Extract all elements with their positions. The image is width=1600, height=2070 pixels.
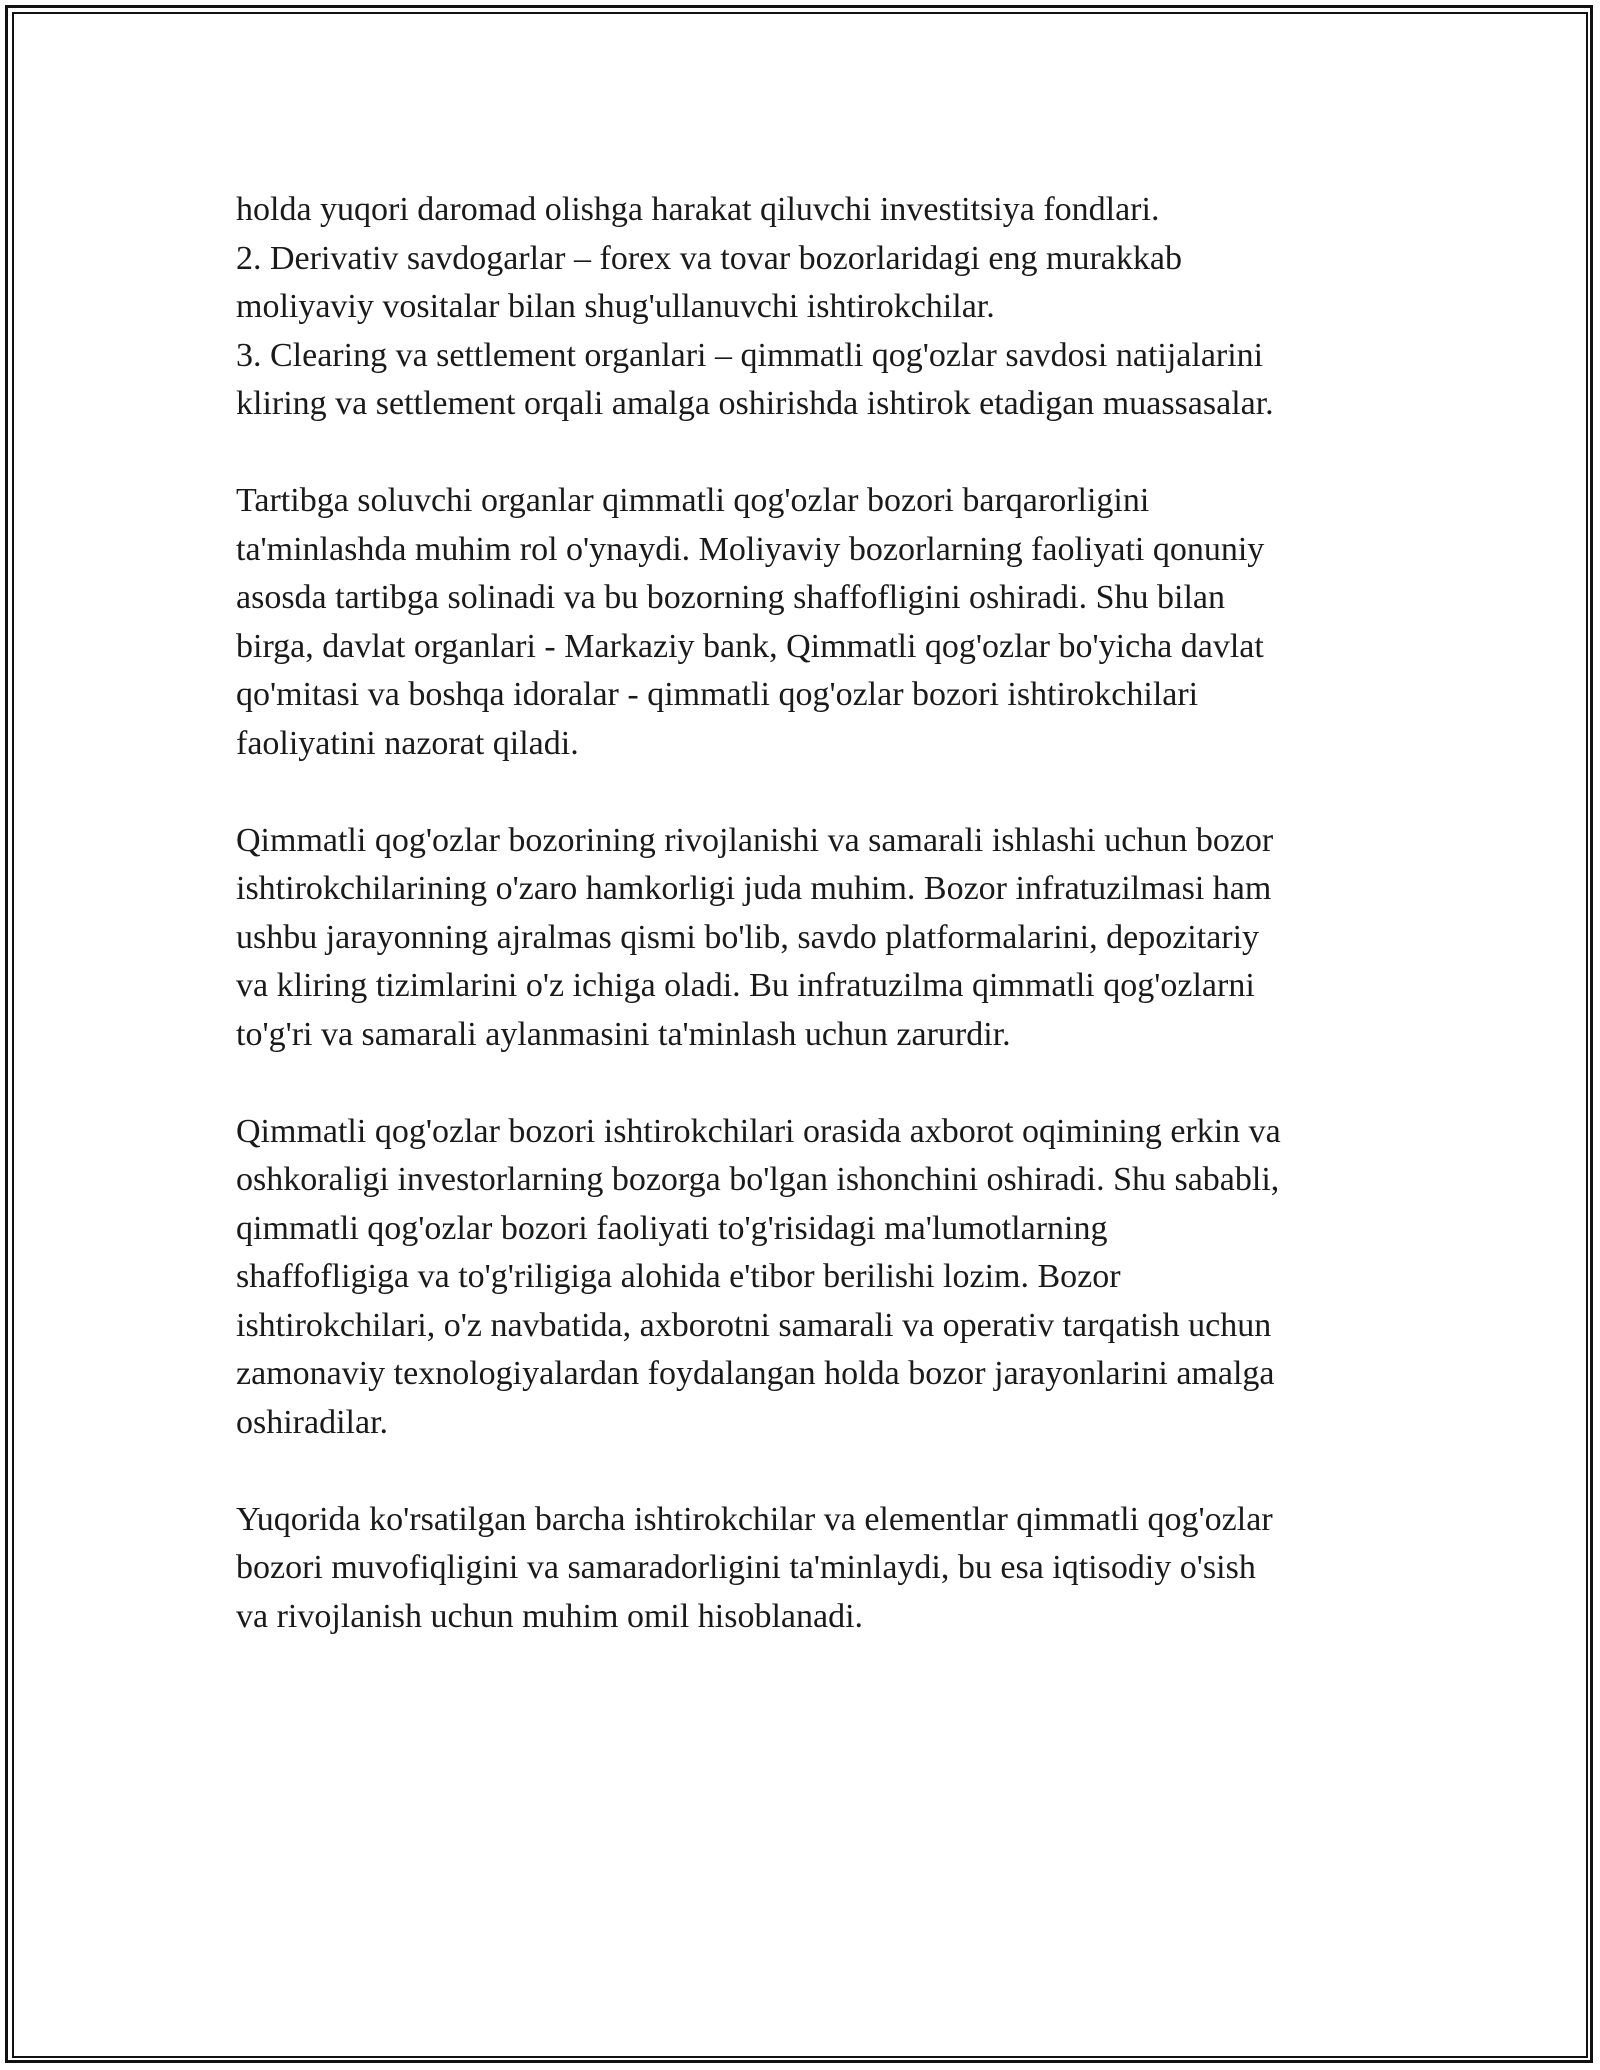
text-line: va kliring tizimlarini o'z ichiga oladi. Bu infratuzilma qimmatli qog'ozlarni [236, 967, 1255, 1004]
text-line: Qimmatli qog'ozlar bozori ishtirokchilari orasida axborot oqimining erkin va [236, 1112, 1281, 1150]
text-line: faoliyatini nazorat qiladi. [236, 724, 579, 762]
text-line: ishtirokchilarining o'zaro hamkorligi juda muhim. Bozor infratuzilmasi ham [236, 870, 1272, 907]
paragraph-infrastructure [236, 817, 1396, 1060]
text-line: shaffofligiga va to'g'riligiga alohida e'tibor berilishi lozim. Bozor [236, 1258, 1121, 1295]
text-line: holda yuqori daromad olishga harakat qiluvchi investitsiya fondlari. [236, 191, 1160, 228]
text-line: oshkoraligi investorlarning bozorga bo'lgan ishonchini oshiradi. Shu sababli, [236, 1161, 1280, 1198]
text-line: va rivojlanish uchun muhim omil hisoblanadi. [236, 1597, 864, 1635]
text-line: oshiradilar. [236, 1403, 389, 1441]
text-line: Qimmatli qog'ozlar bozorining rivojlanishi va samarali ishlashi uchun bozor [236, 821, 1274, 859]
text-line: Tartibga soluvchi organlar qimmatli qog'ozlar bozori barqarorligini [236, 482, 1150, 519]
text-line: Yuqorida ko'rsatilgan barcha ishtirokchilar va elementlar qimmatli qog'ozlar [236, 1500, 1273, 1538]
text-line: asosda tartibga solinadi va bu bozorning shaffofligini oshiradi. Shu bilan [236, 579, 1225, 616]
text-line: ta'minlashda muhim rol o'ynaydi. Moliyaviy bozorlarning faoliyati qonuniy [236, 530, 1265, 568]
paragraph-regulators [236, 477, 1396, 768]
paragraph-conclusion [236, 1496, 1396, 1642]
text-line: moliyaviy vositalar bilan shug'ullanuvchi ishtirokchilar. [236, 288, 995, 325]
text-line: birga, davlat organlari - Markaziy bank, Qimmatli qog'ozlar bo'yicha davlat [236, 627, 1264, 665]
text-line: 2. Derivativ savdogarlar – forex va tovar bozorlaridagi eng murakkab [236, 239, 1182, 277]
text-line: zamonaviy texnologiyalardan foydalangan holda bozor jarayonlarini amalga [236, 1355, 1275, 1392]
text-line: qimmatli qog'ozlar bozori faoliyati to'g'risidagi ma'lumotlarning [236, 1209, 1108, 1247]
text-line: ishtirokchilari, o'z navbatida, axborotni samarali va operativ tarqatish uchun [236, 1306, 1272, 1344]
document-body [236, 186, 1396, 1690]
text-line: qo'mitasi va boshqa idoralar - qimmatli qog'ozlar bozori ishtirokchilari [236, 676, 1199, 713]
paragraph-participants-list [236, 186, 1396, 429]
text-line: 3. Clearing va settlement organlari – qimmatli qog'ozlar savdosi natijalarini [236, 336, 1264, 374]
paragraph-information-flow [236, 1108, 1396, 1448]
text-line: to'g'ri va samarali aylanmasini ta'minlash uchun zarurdir. [236, 1015, 1011, 1053]
text-line: ushbu jarayonning ajralmas qismi bo'lib, savdo platformalarini, depozitariy [236, 918, 1260, 956]
text-line: bozori muvofiqligini va samaradorligini ta'minlaydi, bu esa iqtisodiy o'sish [236, 1549, 1256, 1586]
text-line: kliring va settlement orqali amalga oshirishda ishtirok etadigan muassasalar. [236, 385, 1274, 422]
